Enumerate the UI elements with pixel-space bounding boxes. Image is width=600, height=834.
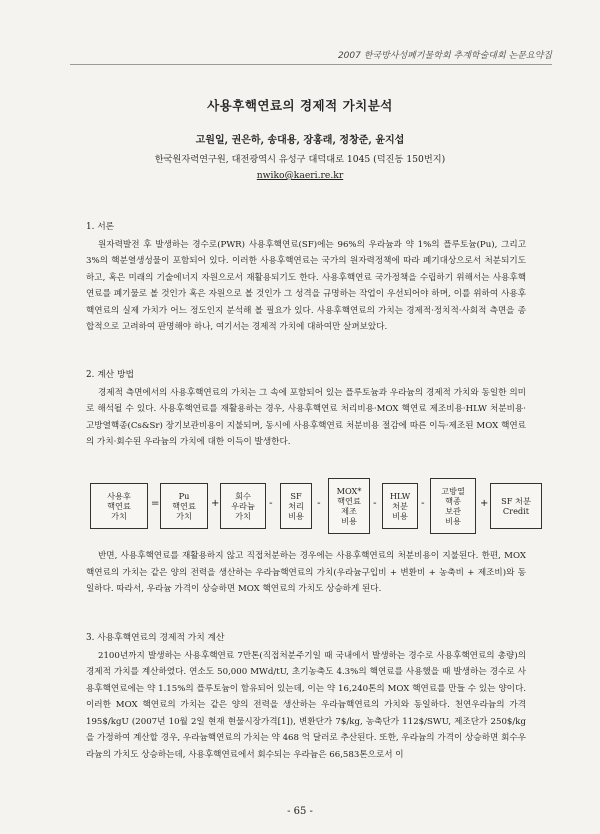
box-line: 우라늄	[231, 501, 255, 511]
box-line: 처분	[392, 501, 408, 511]
paragraph: 원자력발전 후 발생하는 경수로(PWR) 사용후핵연료(SF)에는 96%의 우라늄과 약 1%의 플루토늄(Pu), 그리고 3%의 핵분열생성물이 포함되어 있다. 이러한 사용후핵연료는 국가의 원자력정책에 따라 폐기대상으로서 처분되기도 하고, 혹은 미래의 기술에너지 자원으로서 재활용되기도 한다. 사용후핵연료 국가정책을 수립하기 위해서는 사용후핵연료를 폐기물로 볼 것인가 혹은 자원으로 볼 것인가 그 성격을 규명하는 작업이 우선되어야 하며, 이를 위하여 사용후핵연료의 실제 가치가 어느 정도인지 분석해 볼 필요가 있다. 사용후핵연료의 가치는 경제적·정치적·사회적 측면을 종합적으로 고려하여 판명해야 하나, 여기서는 경제적 가치에 대하여만 살펴보았다.	[86, 239, 526, 332]
section-method	[86, 367, 526, 451]
section-heading: 1. 서론	[86, 222, 115, 232]
box-line: 가치	[176, 511, 192, 521]
box-line: 핵연료	[337, 496, 361, 506]
box-line: 비용	[445, 516, 461, 526]
equation-operator: =	[151, 498, 160, 509]
paragraph: 2100년까지 발생하는 사용후핵연료 7만톤(직접처분주기일 때 국내에서 발생하는 경수로 사용후핵연료의 총량)의 경제적 가치를 계산하였다. 연소도 50,000 MWd/tU, 초기농축도 4.3%의 핵연료를 사용했을 때 발생하는 경수로 사용후핵연료에는 약 1.15%의 플루토늄이 함유되어 있는데, 이는 약 16,240톤의 MOX 핵연료를 만들 수 있는 양이다. 이러한 MOX 핵연료의 가치는 같은 양의 전력을 생산하는 우라늄핵연료의 가치와 동일하다. 천연우라늄의 가격 195$/kgU (2007년 10월 2일 현재 현물시장가격[1]), 변환단가 7$/kg, 농축단가 112$/SWU, 제조단가 250$/kg을 가정하여 계산할 경우, 우라늄핵연료의 가치는 약 468 억 달러로 추산된다. 또한, 우라늄의 가격이 상승하면 회수우라늄의 가치도 상승하는데, 사용후핵연료에서 회수되는 우라늄은 66,583톤으로서 이	[86, 650, 526, 760]
box-line: 제조	[341, 506, 357, 516]
sf-treatment-cost-box	[280, 483, 312, 529]
affiliation: 한국원자력연구원, 대전광역시 유성구 대덕대로 1045 (덕진동 150번지)	[154, 154, 446, 165]
value-equation-diagram	[90, 478, 530, 534]
box-line: 핵연료	[107, 501, 131, 511]
section-calculation	[86, 630, 526, 763]
box-line: SF	[290, 491, 302, 501]
box-line: 사용후	[107, 491, 131, 501]
box-line: 핵종	[445, 496, 461, 506]
box-line: Pu	[178, 491, 190, 501]
pu-fuel-value-box	[160, 483, 208, 529]
header-rule	[70, 64, 552, 65]
box-line: 가치	[111, 511, 127, 521]
paragraph: 경제적 측면에서의 사용후핵연료의 가치는 그 속에 포함되어 있는 플루토늄과 우라늄의 경제적 가치와 동일한 의미로 해석될 수 있다. 사용후핵연료를 재활용하는 경우, 사용후핵연료 처리비용·MOX 핵연료 제조비용·HLW 처분비용·고방열핵종(Cs&Sr) 장기보관비용이 지불되며, 동시에 사용후핵연료 처분비용 절감에 따른 이득·제조된 MOX 핵연료의 가치·회수된 우라늄의 가치에 대한 이득이 발생한다.	[86, 387, 526, 447]
mox-fabrication-cost-box	[328, 478, 370, 534]
section-heading: 3. 사용후핵연료의 경제적 가치 계산	[86, 633, 225, 643]
box-line: 핵연료	[172, 501, 196, 511]
box-line: 고방열	[441, 486, 465, 496]
box-line: HLW	[389, 491, 411, 501]
page-number: - 65 -	[287, 806, 313, 817]
box-line: SF 처분	[501, 496, 531, 506]
box-line: 보관	[445, 506, 461, 516]
equation-operator: +	[211, 498, 220, 509]
sf-disposal-credit-box	[490, 483, 542, 529]
box-line: 처리	[288, 501, 304, 511]
equation-operator: -	[421, 498, 425, 509]
equation-operator: -	[373, 498, 377, 509]
paper-title: 사용후핵연료의 경제적 가치분석	[207, 98, 393, 113]
author-email: nwiko@kaeri.re.kr	[256, 170, 344, 181]
box-line: 비용	[288, 511, 304, 521]
author-list: 고원일, 권은하, 송대용, 장홍래, 정창준, 윤지섭	[195, 135, 405, 146]
heat-nuclide-storage-cost-box	[430, 478, 476, 534]
equation-operator: +	[480, 498, 489, 509]
box-line: Credit	[502, 506, 530, 516]
box-line: 가치	[235, 511, 251, 521]
conference-header: 2007 한국방사성폐기물학회 추계학술대회 논문요약집	[337, 51, 552, 61]
equation-operator: -	[317, 498, 321, 509]
box-line: 회수	[235, 491, 251, 501]
section-heading: 2. 계산 방법	[86, 370, 134, 380]
box-line: 비용	[341, 516, 357, 526]
box-line: 비용	[392, 511, 408, 521]
sf-value-box	[90, 483, 148, 529]
paragraph: 반면, 사용후핵연료를 재활용하지 않고 직접처분하는 경우에는 사용후핵연료의 처분비용이 지불된다. 한편, MOX 핵연료의 가치는 같은 양의 전력을 생산하는 우라늄핵연료의 가치(우라늄구입비 + 변환비 + 농축비 + 제조비)와 동일하다. 따라서, 우라늄 가격이 상승하면 MOX 핵연료의 가치도 상승하게 된다.	[86, 551, 526, 594]
recovered-uranium-value-box	[220, 483, 266, 529]
box-line: MOX*	[336, 486, 362, 496]
section-introduction	[86, 219, 526, 336]
equation-operator: -	[269, 498, 273, 509]
hlw-disposal-cost-box	[382, 483, 418, 529]
